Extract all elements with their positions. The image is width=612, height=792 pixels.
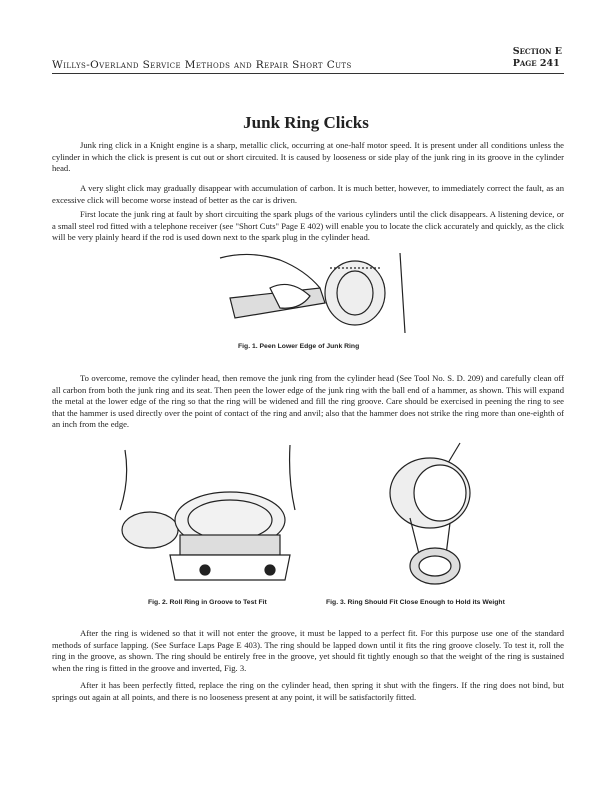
page-number: Page 241 [512,58,560,69]
page-title: Junk Ring Clicks [243,113,369,132]
paragraph-6: After it has been perfectly fitted, replace the ring on the cylinder head, then spring it shut with the fingers. If the ring does not bind, but springs out again at all points, and there is no looseness present at any point, it will be satisfactorily fitted. [52,680,564,702]
figure-2-illustration [110,440,300,590]
header-rule [52,73,564,74]
figure-1-illustration [210,248,420,343]
figure-2-caption: Fig. 2. Roll Ring in Groove to Test Fit [148,599,267,606]
figure-1-caption: Fig. 1. Peen Lower Edge of Junk Ring [238,343,360,350]
section-page-label [513,46,562,70]
running-header: Willys-Overland Service Methods and Repair Short Cuts [52,59,352,71]
paragraph-3: First locate the junk ring at fault by short circuiting the spark plugs of the various cylinders until the click disappears. A listening device, or a small steel rod fitted with a telephone receiver (see "Short Cuts" Page E 402) will enable you to locate the click accurately and quickly, as the click will be very plainly heard if the rod is used down next to the spark plug in the cylinder head. [52,209,564,243]
paragraph-5: After the ring is widened so that it will not enter the groove, it must be lapped to a perfect fit. For this purpose use one of the standard methods of surface lapping. (See Surface Laps Page E 403). The ring should be lapped down until it fits the ring groove closely. To test it, roll the ring in the groove, as shown. The ring should be entirely free in the groove, yet should fit tightly enough so that the weight of the ring is sustained when the ring is fitted in the groove and inverted, Fig. 3. [52,628,564,673]
paragraph-1: Junk ring click in a Knight engine is a sharp, metallic click, occurring at one-half motor speed. It is present under all conditions unless the cylinder in which the click is present is cut out or short circuited. It is caused by looseness or side play of the junk ring in its groove in the cylinder head. [52,140,564,174]
figure-3-illustration [380,438,500,593]
figure-3-caption: Fig. 3. Ring Should Fit Close Enough to Hold its Weight [326,599,505,606]
paragraph-2: A very slight click may gradually disappear with accumulation of carbon. It is much better, however, to immediately correct the fault, as an excessive click will become worse instead of better as the car is driven. [52,183,564,205]
section-label: Section E [512,46,562,57]
paragraph-4: To overcome, remove the cylinder head, then remove the junk ring from the cylinder head (See Tool No. S. D. 209) and carefully clean off all carbon from both the junk ring and its seat. Then peen the lower edge of the junk ring with the ball end of a hammer, as shown. This will expand the metal at the lower edge of the ring so that the ring will be widened and fill the ring groove. Care should be exercised in peening the ring to see that the hammer is used directly over the point of contact of the ring and anvil; also that the hammer does not strike the ring more than one-eighth of an inch from the edge. [52,373,564,430]
